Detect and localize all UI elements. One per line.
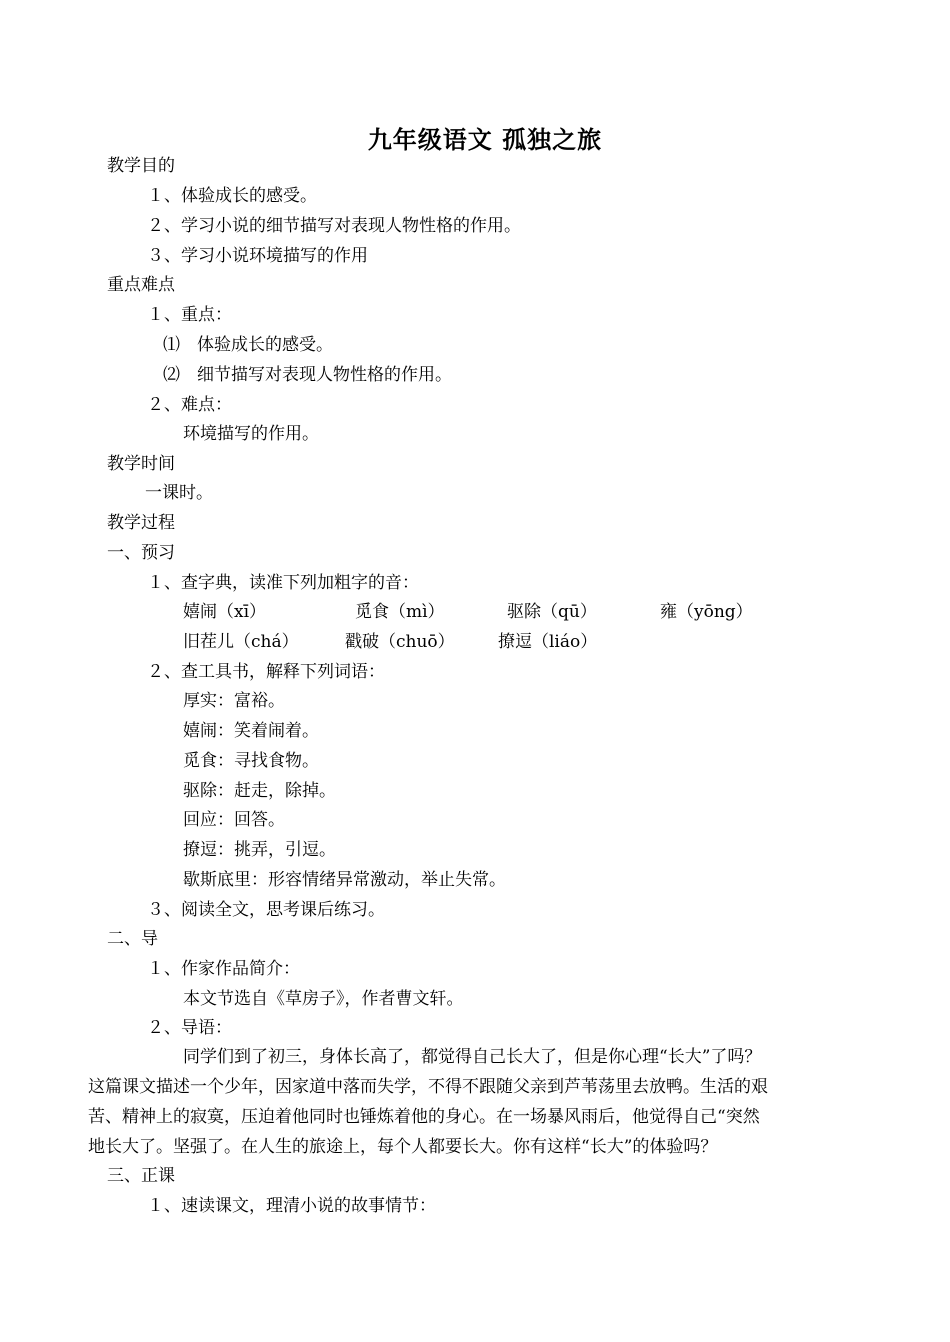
section-heading: 二、导 <box>107 929 158 949</box>
goal-heading: 教学目的 <box>107 156 175 176</box>
key-subitem: ⑴ 体验成长的感受。 <box>163 335 333 355</box>
intro-paragraph-line: 这篇课文描述一个少年，因家道中落而失学，不得不跟随父亲到芦苇荡里去放鸭。生活的艰 <box>88 1077 768 1097</box>
key-heading: 重点难点 <box>107 275 175 295</box>
goal-item: ３、学习小说环境描写的作用 <box>147 246 368 266</box>
pinyin-entry: 旧茬儿（chá） <box>183 632 299 652</box>
section-item: ２、导语： <box>147 1018 232 1038</box>
document-title: 九年级语文 孤独之旅 <box>367 125 603 154</box>
section-item: １、速读课文，理清小说的故事情节： <box>147 1196 436 1216</box>
intro-paragraph-line: 苦、精神上的寂寞，压迫着他同时也锤炼着他的身心。在一场暴风雨后，他觉得自己“突然 <box>88 1107 760 1127</box>
word-definition: 撩逗：挑弄，引逗。 <box>183 840 336 860</box>
key-subitem: ⑵ 细节描写对表现人物性格的作用。 <box>163 365 452 385</box>
pinyin-entry: 驱除（qū） <box>507 602 597 622</box>
pinyin-entry: 撩逗（liáo） <box>498 632 598 652</box>
intro-paragraph-line: 同学们到了初三，身体长高了，都觉得自己长大了，但是你心理“长大”了吗？ <box>183 1047 762 1067</box>
key-item: １、重点： <box>147 305 232 325</box>
section-item: １、作家作品简介： <box>147 959 300 979</box>
word-definition: 觅食：寻找食物。 <box>183 751 319 771</box>
time-value: 一课时。 <box>145 483 213 503</box>
pinyin-entry: 觅食（mì） <box>355 602 445 622</box>
key-item: ２、难点： <box>147 395 232 415</box>
section-text: 本文节选自《草房子》，作者曹文轩。 <box>183 989 464 1009</box>
process-heading: 教学过程 <box>107 513 175 533</box>
pinyin-entry: 戳破（chuō） <box>345 632 455 652</box>
word-definition: 嬉闹：笑着闹着。 <box>183 721 319 741</box>
pinyin-entry: 雍（yōng） <box>660 602 753 622</box>
intro-paragraph-line: 地长大了。坚强了。在人生的旅途上，每个人都要长大。你有这样“长大”的体验吗？ <box>88 1137 718 1157</box>
section-heading: 一、预习 <box>107 543 175 563</box>
word-definition: 歇斯底里：形容情绪异常激动，举止失常。 <box>183 870 506 890</box>
section-item: ２、查工具书，解释下列词语： <box>147 662 385 682</box>
pinyin-entry: 嬉闹（xī） <box>183 602 267 622</box>
word-definition: 厚实：富裕。 <box>183 691 285 711</box>
section-item: １、查字典，读准下列加粗字的音： <box>147 573 419 593</box>
section-heading: 三、正课 <box>107 1166 175 1186</box>
goal-item: ２、学习小说的细节描写对表现人物性格的作用。 <box>147 216 521 236</box>
section-item: ３、阅读全文，思考课后练习。 <box>147 900 385 920</box>
word-definition: 驱除：赶走，除掉。 <box>183 781 336 801</box>
word-definition: 回应：回答。 <box>183 810 285 830</box>
goal-item: １、体验成长的感受。 <box>147 186 317 206</box>
time-heading: 教学时间 <box>107 454 175 474</box>
key-subitem: 环境描写的作用。 <box>183 424 319 444</box>
